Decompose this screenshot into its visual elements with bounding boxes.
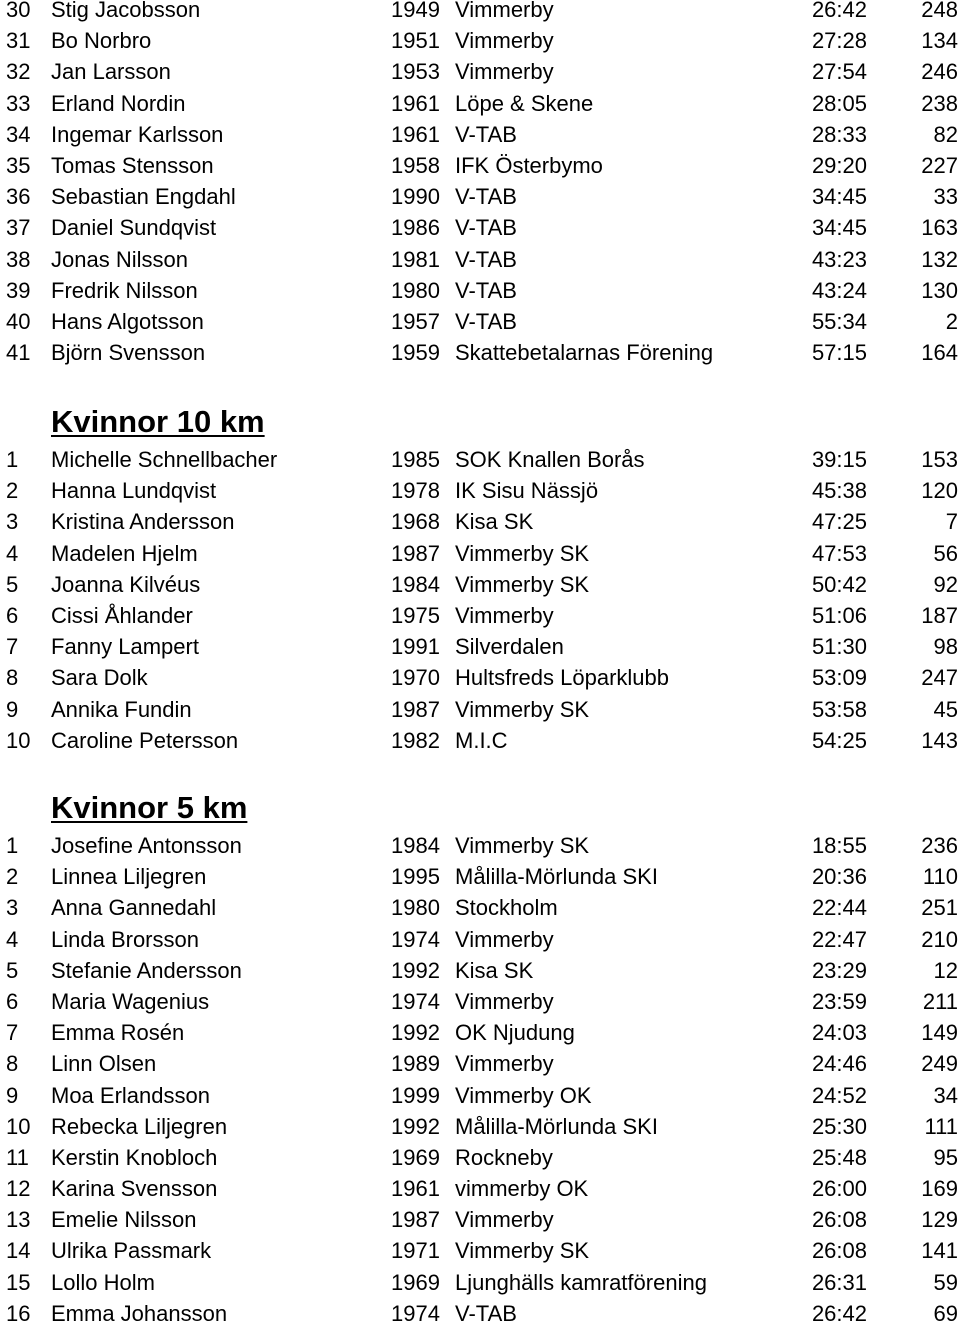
club-name: Kisa SK [455,509,534,535]
start-number: 95 [933,1144,958,1170]
result-place: 39 [6,277,31,303]
finish-time: 54:25 [811,727,867,753]
finish-time: 28:05 [811,90,867,116]
finish-time: 26:08 [811,1207,867,1233]
result-row [0,1142,960,1173]
section-heading: Kvinnor 10 km [51,404,265,439]
birth-year: 1991 [391,634,440,660]
club-name: Vimmerby [455,602,554,628]
result-row [0,88,960,119]
result-row [0,306,960,337]
start-number: 12 [933,957,958,983]
club-name: Vimmerby SK [455,833,590,858]
result-place: 1 [6,447,19,472]
club-name: V-TAB [455,215,517,241]
birth-year: 1949 [391,0,440,22]
result-place: 30 [6,0,31,22]
finish-time: 29:20 [811,152,867,178]
result-row [0,662,960,693]
finish-time: 45:38 [811,478,867,504]
birth-year: 1971 [391,1238,440,1264]
result-place: 3 [6,509,19,535]
finish-time: 24:46 [811,1051,867,1077]
result-row [0,955,960,986]
finish-time: 34:45 [811,215,867,241]
club-name: M.I.C [455,727,508,753]
finish-time: 23:29 [811,957,867,983]
result-place: 34 [6,121,31,147]
club-name: vimmerby OK [455,1176,589,1202]
birth-year: 1969 [391,1269,440,1295]
result-row [0,337,960,368]
club-name: V-TAB [455,246,517,272]
runner-name: Jan Larsson [51,59,171,85]
finish-time: 26:42 [811,1300,867,1326]
birth-year: 1974 [391,988,440,1014]
runner-name: Ingemar Karlsson [51,121,224,147]
runner-name: Joanna Kilvéus [51,571,201,597]
birth-year: 1980 [391,895,440,921]
finish-time: 53:09 [811,665,867,691]
start-number: 246 [921,59,958,85]
result-row [0,212,960,243]
runner-name: Annika Fundin [51,696,192,722]
result-row [0,506,960,537]
birth-year: 1990 [391,184,440,210]
birth-year: 1984 [391,571,440,597]
start-number: 98 [933,634,958,660]
result-row [0,244,960,275]
result-place: 4 [6,926,19,952]
result-row [0,861,960,892]
runner-name: Stig Jacobsson [51,0,201,22]
club-name: Vimmerby SK [455,1238,590,1264]
club-name: Vimmerby [455,926,554,952]
finish-time: 55:34 [811,308,867,334]
club-name: V-TAB [455,184,517,210]
start-number: 82 [933,121,958,147]
result-row [0,694,960,725]
result-row [0,25,960,56]
runner-name: Sebastian Engdahl [51,184,236,210]
result-place: 10 [6,1113,31,1139]
start-number: 2 [945,308,958,334]
runner-name: Daniel Sundqvist [51,215,217,241]
birth-year: 1987 [391,696,440,722]
birth-year: 1975 [391,602,440,628]
results-section-men [0,0,960,368]
runner-name: Karina Svensson [51,1176,218,1202]
result-row [0,56,960,87]
result-row [0,119,960,150]
runner-name: Ulrika Passmark [51,1238,212,1264]
birth-year: 1989 [391,1051,440,1077]
runner-name: Anna Gannedahl [51,895,217,921]
club-name: IFK Österbymo [455,152,603,178]
result-place: 35 [6,152,31,178]
start-number: 163 [921,215,958,241]
finish-time: 24:52 [811,1082,867,1108]
runner-name: Josefine Antonsson [51,833,242,858]
runner-name: Sara Dolk [51,665,148,691]
club-name: Vimmerby [455,59,554,85]
result-row [0,275,960,306]
result-place: 31 [6,28,31,54]
birth-year: 1959 [391,340,440,366]
birth-year: 1999 [391,1082,440,1108]
finish-time: 23:59 [811,988,867,1014]
runner-name: Stefanie Andersson [51,957,242,983]
club-name: Vimmerby [455,28,554,54]
birth-year: 1987 [391,1207,440,1233]
start-number: 227 [921,152,958,178]
runner-name: Fredrik Nilsson [51,277,198,303]
results-section-women-5km [0,786,960,1329]
club-name: Vimmerby [455,988,554,1014]
start-number: 248 [921,0,958,22]
runner-name: Linda Brorsson [51,926,199,952]
runner-name: Cissi Åhlander [51,602,193,628]
finish-time: 50:42 [811,571,867,597]
club-name: Silverdalen [455,634,564,660]
result-place: 4 [6,540,19,566]
section-heading: Kvinnor 5 km [51,790,248,825]
start-number: 247 [921,665,958,691]
finish-time: 43:24 [811,277,867,303]
result-place: 2 [6,478,19,504]
runner-name: Hanna Lundqvist [51,478,217,504]
birth-year: 1981 [391,246,440,272]
result-place: 8 [6,1051,19,1077]
result-place: 6 [6,988,19,1014]
birth-year: 1953 [391,59,440,85]
club-name: Rockneby [455,1144,553,1170]
result-place: 8 [6,665,19,691]
runner-name: Rebecka Liljegren [51,1113,228,1139]
result-row [0,538,960,569]
club-name: Kisa SK [455,957,534,983]
start-number: 59 [933,1269,958,1295]
result-row [0,892,960,923]
birth-year: 1992 [391,1113,440,1139]
finish-time: 22:44 [811,895,867,921]
birth-year: 1986 [391,215,440,241]
start-number: 92 [933,571,958,597]
runner-name: Michelle Schnellbacher [51,447,278,472]
runner-name: Emelie Nilsson [51,1207,197,1233]
start-number: 169 [921,1176,958,1202]
runner-name: Lollo Holm [51,1269,155,1295]
runner-name: Linn Olsen [51,1051,157,1077]
runner-name: Björn Svensson [51,340,206,366]
result-row [0,1267,960,1298]
club-name: Vimmerby OK [455,1082,592,1108]
birth-year: 1970 [391,665,440,691]
start-number: 45 [933,696,958,722]
runner-name: Linnea Liljegren [51,864,207,890]
result-row [0,150,960,181]
result-place: 1 [6,833,19,858]
runner-name: Caroline Petersson [51,727,239,753]
birth-year: 1995 [391,864,440,890]
club-name: V-TAB [455,121,517,147]
birth-year: 1980 [391,277,440,303]
finish-time: 26:08 [811,1238,867,1264]
result-place: 16 [6,1300,31,1326]
start-number: 69 [933,1300,958,1326]
result-place: 15 [6,1269,31,1295]
finish-time: 47:25 [811,509,867,535]
birth-year: 1987 [391,540,440,566]
finish-time: 39:15 [811,447,867,472]
start-number: 134 [921,28,958,54]
start-number: 7 [945,509,958,535]
club-name: V-TAB [455,277,517,303]
club-name: V-TAB [455,1300,517,1326]
start-number: 210 [921,926,958,952]
result-row [0,725,960,756]
start-number: 132 [921,246,958,272]
birth-year: 1982 [391,727,440,753]
result-row [0,924,960,955]
result-place: 3 [6,895,19,921]
result-row [0,181,960,212]
result-row [0,1173,960,1204]
finish-time: 47:53 [811,540,867,566]
club-name: SOK Knallen Borås [455,447,645,472]
club-name: Stockholm [455,895,558,921]
result-place: 38 [6,246,31,272]
start-number: 251 [921,895,958,921]
runner-name: Erland Nordin [51,90,186,116]
result-row [0,1080,960,1111]
finish-time: 20:36 [811,864,867,890]
birth-year: 1984 [391,833,440,858]
start-number: 238 [921,90,958,116]
start-number: 56 [933,540,958,566]
result-row [0,569,960,600]
runner-name: Hans Algotsson [51,308,204,334]
result-place: 5 [6,571,19,597]
runner-name: Madelen Hjelm [51,540,198,566]
result-row [0,986,960,1017]
club-name: Hultsfreds Löparklubb [455,665,670,691]
birth-year: 1974 [391,1300,440,1326]
finish-time: 22:47 [811,926,867,952]
club-name: Målilla-Mörlunda SKI [455,1113,658,1139]
runner-name: Fanny Lampert [51,634,199,660]
runner-name: Tomas Stensson [51,152,214,178]
club-name: Vimmerby [455,1051,554,1077]
birth-year: 1961 [391,1176,440,1202]
start-number: 33 [933,184,958,210]
birth-year: 1961 [391,121,440,147]
start-number: 129 [921,1207,958,1233]
result-place: 41 [6,340,31,366]
finish-time: 28:33 [811,121,867,147]
result-row [0,475,960,506]
birth-year: 1992 [391,957,440,983]
start-number: 110 [922,864,958,890]
finish-time: 51:30 [811,634,867,660]
result-place: 7 [6,1020,19,1046]
finish-time: 26:00 [811,1176,867,1202]
club-name: Skattebetalarnas Förening [455,340,714,366]
result-place: 11 [6,1144,29,1170]
start-number: 164 [921,340,958,366]
start-number: 120 [921,478,958,504]
start-number: 111 [924,1113,958,1139]
result-row [0,1111,960,1142]
start-number: 143 [921,727,958,753]
finish-time: 27:54 [811,59,867,85]
start-number: 130 [921,277,958,303]
runner-name: Bo Norbro [51,28,152,54]
finish-time: 18:55 [811,833,867,858]
birth-year: 1951 [391,28,440,54]
runner-name: Kristina Andersson [51,509,235,535]
result-place: 14 [6,1238,31,1264]
result-row [0,1048,960,1079]
finish-time: 51:06 [811,602,867,628]
start-number: 236 [921,833,958,858]
result-row [0,600,960,631]
finish-time: 26:42 [811,0,867,22]
result-place: 5 [6,957,19,983]
club-name: V-TAB [455,308,517,334]
result-row [0,0,960,25]
start-number: 34 [933,1082,958,1108]
finish-time: 25:30 [811,1113,867,1139]
result-place: 10 [6,727,31,753]
result-row [0,830,960,861]
finish-time: 57:15 [811,340,867,366]
result-place: 32 [6,59,31,85]
birth-year: 1958 [391,152,440,178]
finish-time: 43:23 [811,246,867,272]
result-place: 2 [6,864,19,890]
runner-name: Kerstin Knobloch [51,1144,218,1170]
club-name: Vimmerby SK [455,540,590,566]
start-number: 249 [921,1051,958,1077]
result-row [0,1204,960,1235]
club-name: IK Sisu Nässjö [455,478,599,504]
result-place: 7 [6,634,19,660]
runner-name: Emma Rosén [51,1020,185,1046]
club-name: Vimmerby SK [455,571,590,597]
finish-time: 26:31 [811,1269,867,1295]
birth-year: 1961 [391,90,440,116]
start-number: 141 [921,1238,958,1264]
result-place: 9 [6,696,19,722]
result-place: 9 [6,1082,19,1108]
start-number: 149 [921,1020,958,1046]
result-row [0,1017,960,1048]
finish-time: 27:28 [811,28,867,54]
birth-year: 1992 [391,1020,440,1046]
birth-year: 1968 [391,509,440,535]
start-number: 211 [922,988,958,1014]
result-row [0,1235,960,1266]
club-name: Vimmerby SK [455,696,590,722]
result-row [0,1298,960,1329]
result-row [0,631,960,662]
result-row [0,444,960,475]
results-section-women-10km [0,400,960,756]
club-name: Vimmerby [455,1207,554,1233]
runner-name: Moa Erlandsson [51,1082,210,1108]
runner-name: Emma Johansson [51,1300,228,1326]
finish-time: 53:58 [811,696,867,722]
result-place: 13 [6,1207,31,1233]
result-place: 6 [6,602,19,628]
result-place: 36 [6,184,31,210]
result-place: 37 [6,215,31,241]
birth-year: 1985 [391,447,440,472]
club-name: Löpe & Skene [455,90,594,116]
club-name: OK Njudung [455,1020,575,1046]
result-place: 12 [6,1176,31,1202]
club-name: Ljunghälls kamratförening [455,1269,707,1295]
club-name: Vimmerby [455,0,554,22]
birth-year: 1969 [391,1144,440,1170]
result-place: 33 [6,90,31,116]
birth-year: 1978 [391,478,440,504]
birth-year: 1957 [391,308,440,334]
runner-name: Maria Wagenius [51,988,210,1014]
club-name: Målilla-Mörlunda SKI [455,864,658,890]
start-number: 187 [921,602,958,628]
finish-time: 25:48 [811,1144,867,1170]
birth-year: 1974 [391,926,440,952]
finish-time: 34:45 [811,184,867,210]
finish-time: 24:03 [811,1020,867,1046]
runner-name: Jonas Nilsson [51,246,188,272]
start-number: 153 [921,447,958,472]
result-place: 40 [6,308,31,334]
